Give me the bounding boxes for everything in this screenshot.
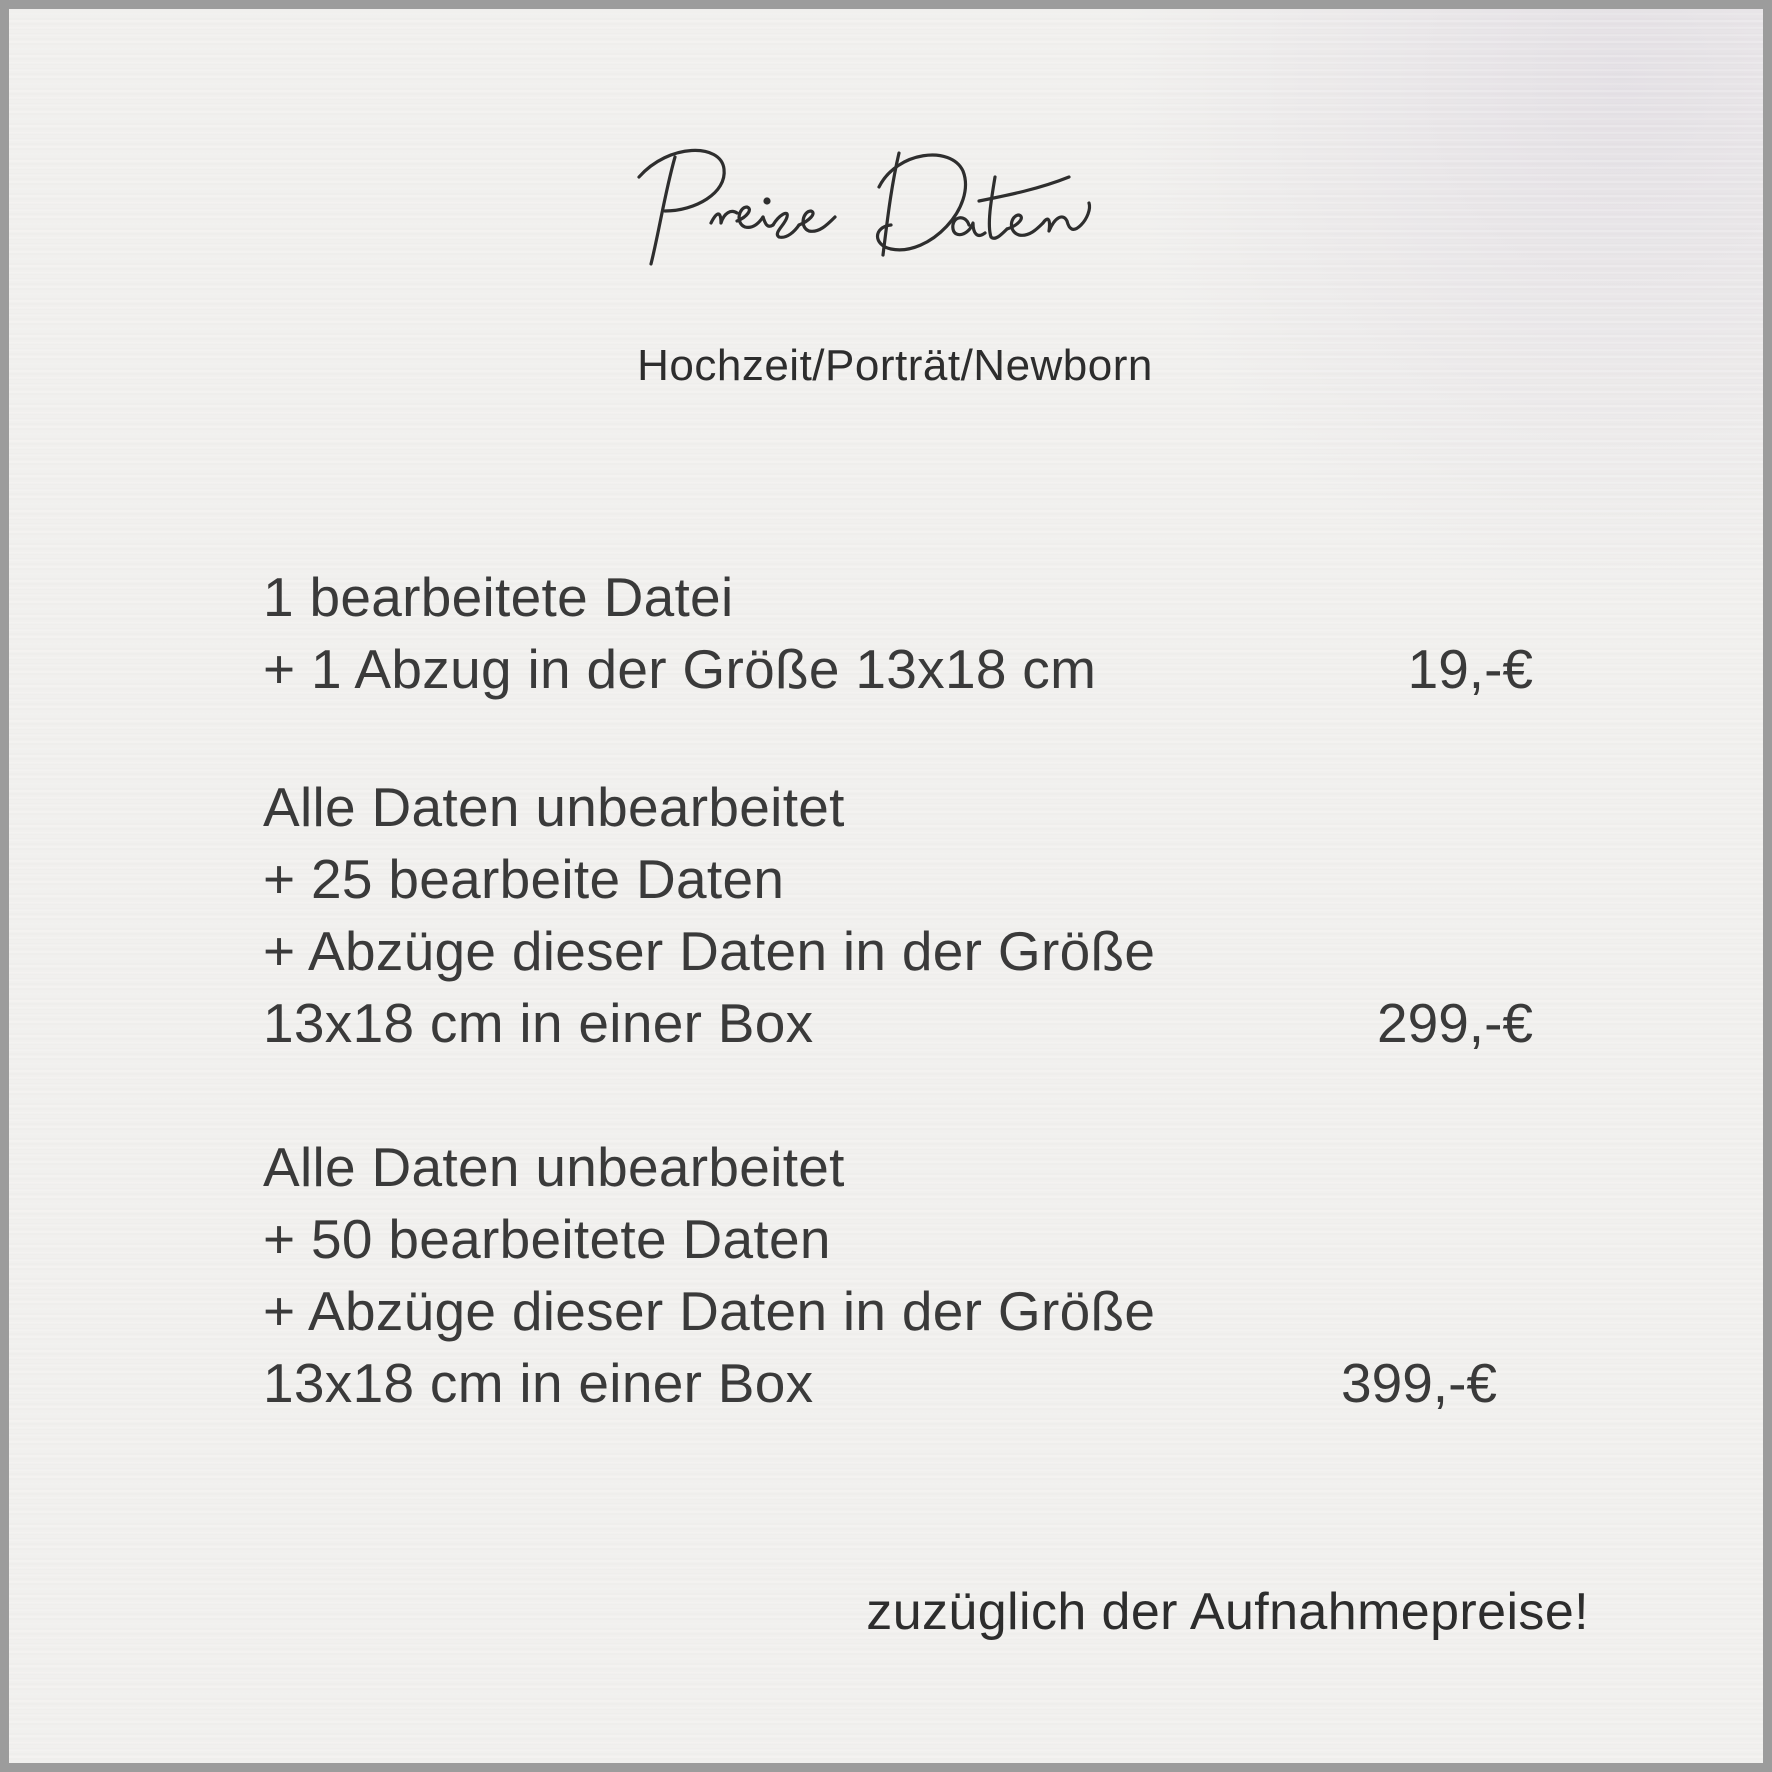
offer-line: + Abzüge dieser Daten in der Größe <box>263 920 1156 982</box>
offer-line: 13x18 cm in einer Box <box>263 992 814 1054</box>
offer-2 <box>263 771 1533 1059</box>
category-subtitle: Hochzeit/Porträt/Newborn <box>637 341 1153 390</box>
offer-line: 13x18 cm in einer Box <box>263 1352 814 1414</box>
offer-price: 399,-€ <box>1341 1352 1497 1414</box>
offer-price: 299,-€ <box>1377 992 1533 1054</box>
offer-1 <box>263 561 1533 705</box>
offer-line: + Abzüge dieser Daten in der Größe <box>263 1280 1156 1342</box>
offer-line: + 1 Abzug in der Größe 13x18 cm <box>263 638 1097 700</box>
offer-line: 1 bearbeitete Datei <box>263 566 734 628</box>
offer-line: + 50 bearbeitete Daten <box>263 1208 831 1270</box>
offer-line: Alle Daten unbearbeitet <box>263 1136 845 1198</box>
offer-price: 19,-€ <box>1407 638 1533 700</box>
offer-3 <box>263 1131 1533 1419</box>
offer-line: + 25 bearbeite Daten <box>263 848 785 910</box>
script-title-lettering <box>629 137 1149 297</box>
footer-note: zuzüglich der Aufnahmepreise! <box>866 1583 1589 1641</box>
page-title <box>9 137 1772 297</box>
offer-line: Alle Daten unbearbeitet <box>263 776 845 838</box>
